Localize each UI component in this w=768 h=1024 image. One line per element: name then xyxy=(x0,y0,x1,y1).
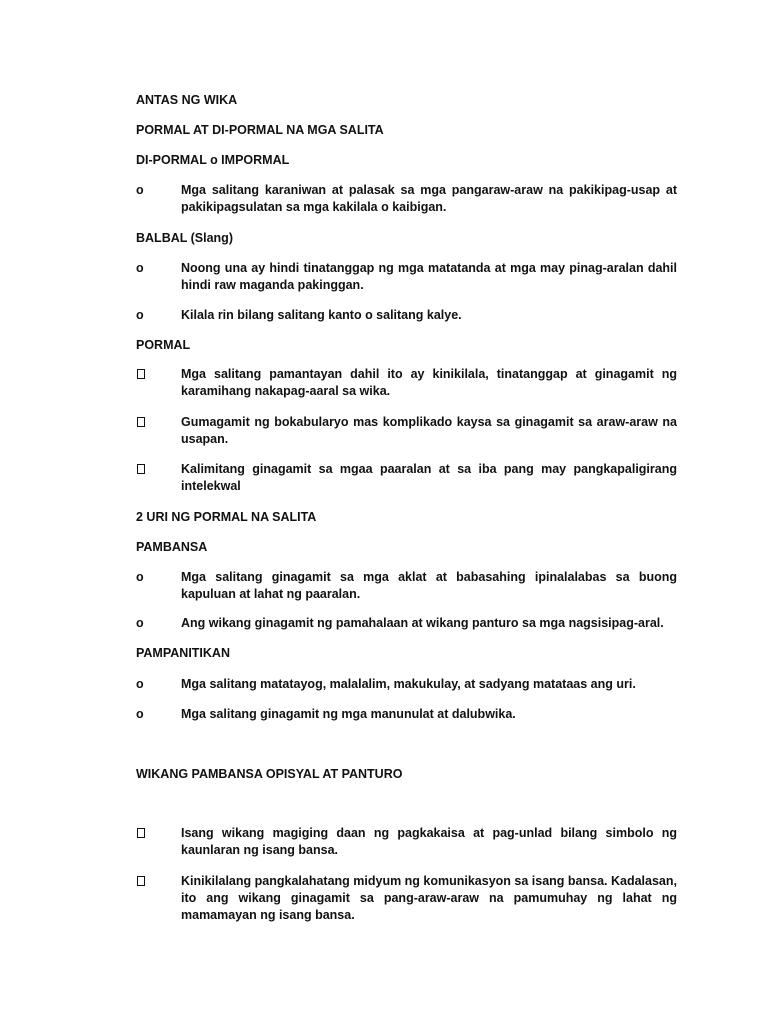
list-item xyxy=(136,307,677,324)
list-item-text: Kilala rin bilang salitang kanto o salitang kalye. xyxy=(181,308,462,322)
list-item-text: Mga salitang ginagamit ng mga manunulat at dalubwika. xyxy=(181,707,516,721)
list-item-text: Gumagamit ng bokabularyo mas komplikado kaysa sa ginagamit sa araw-araw na usapan. xyxy=(181,415,677,446)
list-item xyxy=(136,825,677,859)
circle-bullet: o xyxy=(136,570,144,584)
square-bullet-icon xyxy=(137,876,145,886)
circle-bullet: o xyxy=(136,707,144,721)
circle-bullet: o xyxy=(136,616,144,630)
circle-bullet: o xyxy=(136,261,144,275)
square-bullet-icon xyxy=(137,464,145,474)
list-item-text: Kinikilalang pangkalahatang midyum ng komunikasyon sa isang bansa. Kadalasan, ito ang wikang ginagamit sa pang-araw-araw na pamumuhay ng lahat ng mamamayan ng isang bansa. xyxy=(181,874,677,922)
heading-balbal: BALBAL (Slang) xyxy=(136,231,233,245)
square-bullet-icon xyxy=(137,828,145,838)
heading-di-pormal: DI-PORMAL o IMPORMAL xyxy=(136,153,290,167)
list-item xyxy=(136,182,677,216)
list-item-text: Mga salitang pamantayan dahil ito ay kinikilala, tinatanggap at ginagamit ng karamihang nakapag-aaral sa wika. xyxy=(181,367,677,398)
heading-uri: 2 URI NG PORMAL NA SALITA xyxy=(136,510,317,524)
list-item-text: Ang wikang ginagamit ng pamahalaan at wikang panturo sa mga nagsisipag-aral. xyxy=(181,616,664,630)
doc-title: ANTAS NG WIKA xyxy=(136,93,238,107)
square-bullet-icon xyxy=(137,369,145,379)
list-item xyxy=(136,366,677,400)
list-item-text: Mga salitang ginagamit sa mga aklat at babasahing ipinalalabas sa buong kapuluan at lahat ng paaralan. xyxy=(181,570,677,601)
list-item xyxy=(136,461,677,495)
doc-subtitle: PORMAL AT DI-PORMAL NA MGA SALITA xyxy=(136,123,384,137)
heading-wikang-pambansa: WIKANG PAMBANSA OPISYAL AT PANTURO xyxy=(136,767,403,781)
list-item-text: Kalimitang ginagamit sa mgaa paaralan at sa iba pang may pangkapaligirang intelekwal xyxy=(181,462,677,493)
list-item xyxy=(136,706,677,723)
list-item xyxy=(136,615,677,632)
heading-pampanitikan: PAMPANITIKAN xyxy=(136,646,230,660)
heading-pambansa: PAMBANSA xyxy=(136,540,208,554)
list-item-text: Mga salitang matatayog, malalalim, makukulay, at sadyang matataas ang uri. xyxy=(181,677,636,691)
list-item-text: Isang wikang magiging daan ng pagkakaisa at pag-unlad bilang simbolo ng kaunlaran ng isang bansa. xyxy=(181,826,677,857)
circle-bullet: o xyxy=(136,183,144,197)
circle-bullet: o xyxy=(136,677,144,691)
circle-bullet: o xyxy=(136,308,144,322)
list-item-text: Mga salitang karaniwan at palasak sa mga pangaraw-araw na pakikipag-usap at pakikipagsulatan sa mga kakilala o kaibigan. xyxy=(181,183,677,214)
list-item xyxy=(136,569,677,603)
list-item xyxy=(136,414,677,448)
list-item xyxy=(136,676,677,693)
list-item xyxy=(136,873,677,924)
heading-pormal: PORMAL xyxy=(136,338,191,352)
list-item-text: Noong una ay hindi tinatanggap ng mga matatanda at mga may pinag-aralan dahil hindi raw maganda pakinggan. xyxy=(181,261,677,292)
square-bullet-icon xyxy=(137,417,145,427)
list-item xyxy=(136,260,677,294)
